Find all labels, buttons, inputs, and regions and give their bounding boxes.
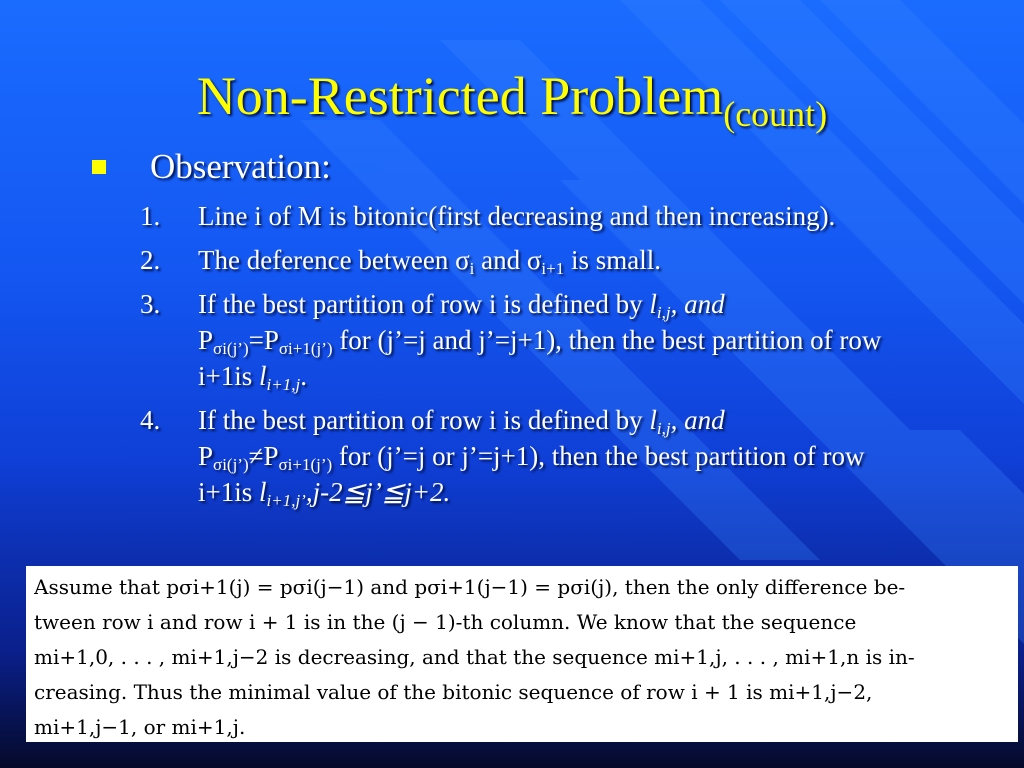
- text-segment: The deference between σ: [198, 245, 470, 275]
- text-segment: for (j’=j or j’=j+1), then the best partition of row i+1is: [198, 441, 865, 507]
- text-segment: and σ: [474, 245, 542, 275]
- excerpt-line: mi+1,j−1, or mi+1,j.: [34, 715, 246, 739]
- subscript: i+1,j’: [266, 491, 306, 510]
- subscript: σi(j’): [213, 455, 249, 474]
- math-var: l: [649, 405, 657, 435]
- square-bullet-icon: [92, 160, 106, 174]
- text-segment: If the best partition of row i is defined by: [198, 289, 650, 319]
- subscript: σi+1(j’): [278, 339, 333, 358]
- title-main: Non-Restricted Problem: [196, 66, 724, 126]
- list-number: 3.: [140, 289, 161, 319]
- list-item-1: [140, 198, 900, 234]
- excerpt-line: Assume that pσi+1(j) = pσi(j−1) and pσi+1(j−1) = pσi(j), then the only difference be-: [34, 575, 906, 599]
- title-subscript: (count): [723, 94, 828, 134]
- math-var: l: [259, 477, 267, 507]
- text-segment: , and: [670, 289, 725, 319]
- text-segment: ,j-2≦j’≦j+2.: [305, 477, 451, 507]
- list-number: 1.: [140, 201, 161, 231]
- text-segment: for (j’=j and j’=j+1), then the best partition of row i+1is: [198, 325, 882, 391]
- excerpt-line: tween row i and row i + 1 is in the (j − 1)-th column. We know that the sequence: [34, 610, 857, 634]
- observation-list: [140, 198, 900, 518]
- observation-bullet: [92, 146, 331, 188]
- excerpt-line: mi+1,0, . . . , mi+1,j−2 is decreasing, and that the sequence mi+1,j, . . . , mi+1,n is in-: [34, 645, 915, 669]
- text-segment: is small.: [564, 245, 661, 275]
- list-item-4: [140, 402, 900, 510]
- excerpt-line: creasing. Thus the minimal value of the bitonic sequence of row i + 1 is mi+1,j−2,: [34, 680, 873, 704]
- list-number: 2.: [140, 245, 161, 275]
- math-var: l: [259, 361, 267, 391]
- subscript: σi+1(j’): [278, 455, 333, 474]
- subscript: i+1,j: [266, 375, 301, 394]
- math-var: l: [649, 289, 657, 319]
- paper-excerpt-image: [26, 566, 1018, 742]
- subscript: σi(j’): [213, 339, 249, 358]
- text-segment: P: [198, 325, 214, 355]
- text-segment: If the best partition of row i is defined by: [198, 405, 650, 435]
- text-segment: , and: [670, 405, 725, 435]
- list-item-2: [140, 242, 900, 278]
- list-number: 4.: [140, 405, 161, 435]
- text-segment: =P: [248, 325, 279, 355]
- subscript: i: [469, 259, 475, 278]
- text-segment: ≠P: [248, 441, 279, 471]
- subscript: i+1: [541, 259, 565, 278]
- text-segment: .: [300, 361, 307, 391]
- subscript: i,j: [656, 419, 671, 438]
- observation-label: Observation:: [150, 147, 331, 186]
- text-segment: P: [198, 441, 214, 471]
- subscript: i,j: [656, 303, 671, 322]
- slide-title: [0, 64, 1024, 146]
- list-item-3: [140, 286, 900, 394]
- list-item-text: Line i of M is bitonic(first decreasing and then increasing).: [198, 201, 836, 231]
